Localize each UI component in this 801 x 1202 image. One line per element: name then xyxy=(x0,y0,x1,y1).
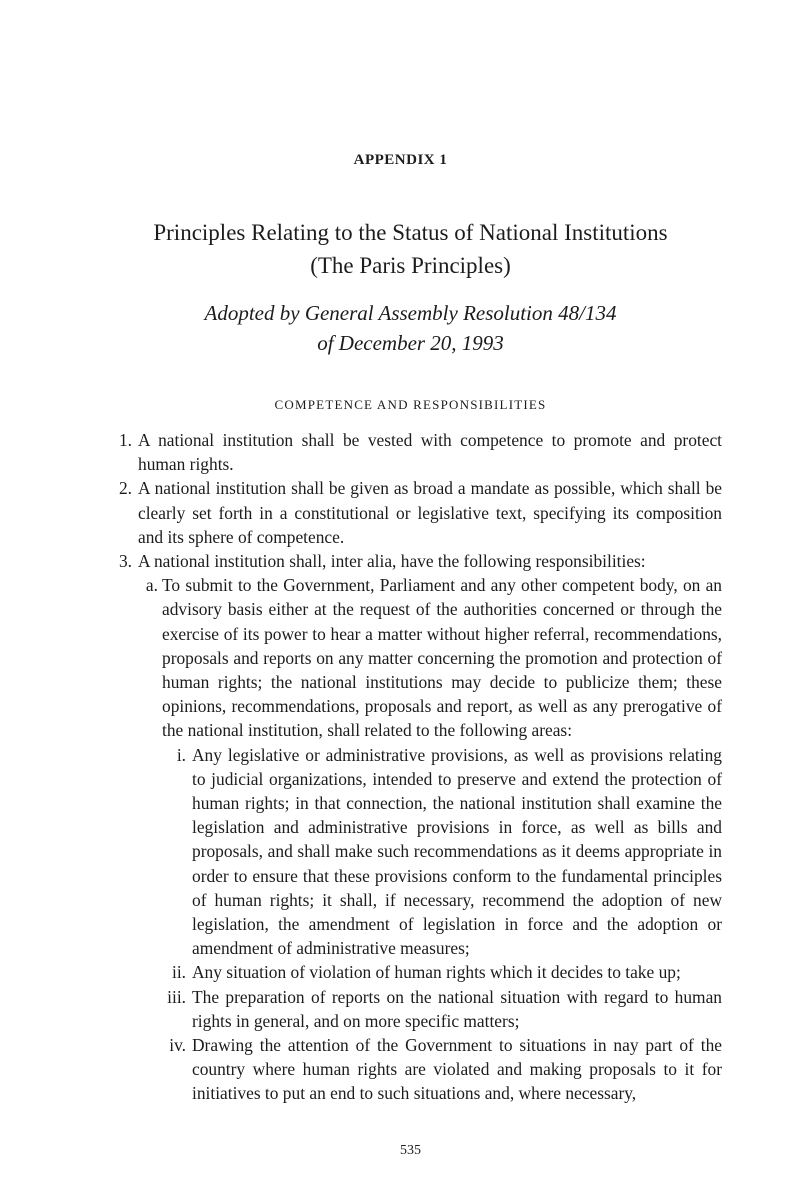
list-item-text: A national institution shall be given as broad a mandate as possible, which shall be clearly set forth in a constitutional or legislative text, specifying its composition and its sphere of competence. xyxy=(138,478,722,547)
sub-sub-list-item xyxy=(167,985,722,1033)
list-marker: ii. xyxy=(171,962,186,983)
list-item-text: To submit to the Government, Parliament and any other competent body, on an advisory basis either at the request of the authorities concerned or through the exercise of its power to hear a matter without higher referral, recommendations, proposals and reports on any matter concerning the promotion and protection of human rights; the national institutions may decide to publicize them; these opinions, recommendations, proposals and report, as well as any prerogative of the national institution, shall related to the following areas: xyxy=(162,575,722,741)
sub-sub-list-item xyxy=(171,960,722,984)
list-item xyxy=(118,549,722,573)
list-marker: 3. xyxy=(118,551,132,572)
list-marker: 1. xyxy=(118,430,132,450)
page-number: 535 xyxy=(400,1143,421,1158)
list-item-text: Any situation of violation of human rights which it decides to take up; xyxy=(192,962,681,983)
list-marker: iv. xyxy=(169,1035,186,1056)
document-title xyxy=(0,216,801,282)
list-item xyxy=(118,476,722,549)
sub-list-item xyxy=(145,573,722,742)
list-item-text: Any legislative or administrative provisions, as well as provisions relating to judicial organizations, intended to preserve and extend the protection of human rights; in that connection, the national institution shall examine the legislation and administrative provisions in force, as well as bills and proposals, and shall make such recommendations as it deems appropriate in order to ensure that these provisions conform to the fundamental principles of human rights; it shall, if necessary, recommend the adoption of new legislation, the amendment of legislation in force and the adoption or amendment of administrative measures; xyxy=(192,744,722,959)
list-marker: i. xyxy=(176,744,186,765)
list-item xyxy=(118,428,722,476)
appendix-label: APPENDIX 1 xyxy=(353,152,448,168)
section-heading: COMPETENCE AND RESPONSIBILITIES xyxy=(274,397,547,412)
list-item-text: The preparation of reports on the national situation with regard to human rights in general, and on more specific matters; xyxy=(192,986,722,1031)
list-item-text: Drawing the attention of the Government to situations in nay part of the country where human rights are violated and making proposals to it for initiatives to put an end to such situations and, where necessary, xyxy=(192,1035,722,1104)
sub-sub-list-item xyxy=(169,1033,722,1106)
document-title-line: Principles Relating to the Status of National Institutions xyxy=(153,220,668,245)
list-marker: a. xyxy=(145,575,158,596)
list-marker: iii. xyxy=(167,986,186,1007)
list-item-text: A national institution shall be vested with competence to promote and protect human rights. xyxy=(138,430,722,475)
document-subtitle xyxy=(0,298,801,358)
document-title-line: (The Paris Principles) xyxy=(310,253,511,278)
document-subtitle-line: of December 20, 1993 xyxy=(317,331,504,355)
document-subtitle-line: Adopted by General Assembly Resolution 48/134 xyxy=(204,301,617,325)
principles-list xyxy=(0,428,801,1106)
list-item-text: A national institution shall, inter alia, have the following responsibilities: xyxy=(138,551,646,572)
list-marker: 2. xyxy=(118,478,132,499)
sub-sub-list-item xyxy=(176,743,722,961)
